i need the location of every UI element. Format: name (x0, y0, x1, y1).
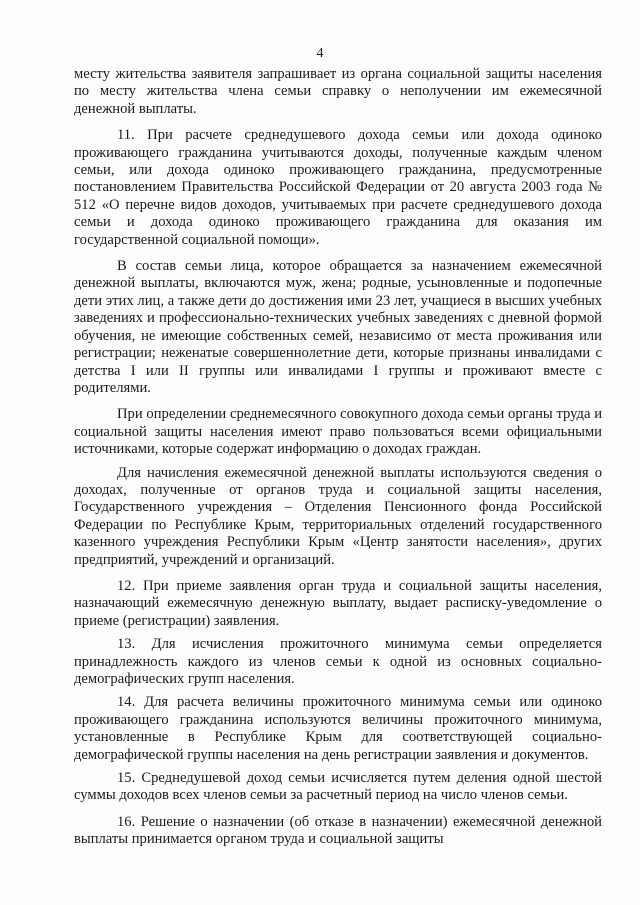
page-number: 4 (316, 46, 324, 61)
paragraph-11: 11. При расчете среднедушевого дохода семьи или дохода одиноко проживающего гражданина учитываются доходы, полученные каждым членом семьи, или дохода одиноко проживающего гражданина, предусмотренные постановлением Правительства Российской Федерации от 20 августа 2003 года № 512 «О перечне видов доходов, учитываемых при расчете среднедушевого дохода семьи и дохода одиноко проживающего гражданина для оказания им государственной социальной помощи». (74, 127, 602, 248)
document-body (74, 66, 602, 849)
paragraph-15: 15. Среднедушевой доход семьи исчисляется путем деления одной шестой суммы доходов всех членов семьи за расчетный период на число членов семьи. (74, 770, 602, 804)
paragraph-11-income-information: Для начисления ежемесячной денежной выплаты используются сведения о доходах, полученные от органов труда и социальной защиты населения, Государственного учреждения – Отделения Пенсионного фонда Российской Федерации по Республике Крым, территориальных отделений государственного казенного учреждения Республики Крым «Центр занятости населения», других предприятий, учреждений и организаций. (74, 464, 602, 568)
paragraph-continuation: месту жительства заявителя запрашивает из органа социальной защиты населения по месту жительства члена семьи справку о неполучении им ежемесячной денежной выплаты. (74, 66, 602, 117)
paragraph-11-family-composition: В состав семьи лица, которое обращается за назначением ежемесячной денежной выплаты, включаются муж, жена; родные, усыновленные и подопечные дети этих лиц, а также дети до достижения ими 23 лет, учащиеся в высших учебных заведениях и профессионально-технических учебных заведениях с дневной формой обучения, не имеющие собственных семей, независимо от места проживания или регистрации; неженатые совершеннолетние дети, которые признаны инвалидами с детства I или II группы или инвалидами I группы и проживают вместе с родителями. (74, 258, 602, 396)
paragraph-11-income-sources: При определении среднемесячного совокупного дохода семьи органы труда и социальной защиты населения имеют право пользоваться всеми официальными источниками, которые содержат информацию о доходах граждан. (74, 406, 602, 458)
paragraph-13: 13. Для исчисления прожиточного минимума семьи определяется принадлежность каждого из членов семьи к одной из основных социально-демографических групп населения. (74, 636, 602, 687)
paragraph-12: 12. При приеме заявления орган труда и социальной защиты населения, назначающий ежемесячную денежную выплату, выдает расписку-уведомление о приеме (регистрации) заявления. (74, 577, 602, 629)
paragraph-14: 14. Для расчета величины прожиточного минимума семьи или одиноко проживающего гражданина используются величины прожиточного минимума, установленные в Республике Крым для соответствующей социально-демографической группы населения на день регистрации заявления и документов. (74, 694, 602, 763)
paragraph-16: 16. Решение о назначении (об отказе в назначении) ежемесячной денежной выплаты принимается органом труда и социальной защиты (74, 813, 602, 848)
